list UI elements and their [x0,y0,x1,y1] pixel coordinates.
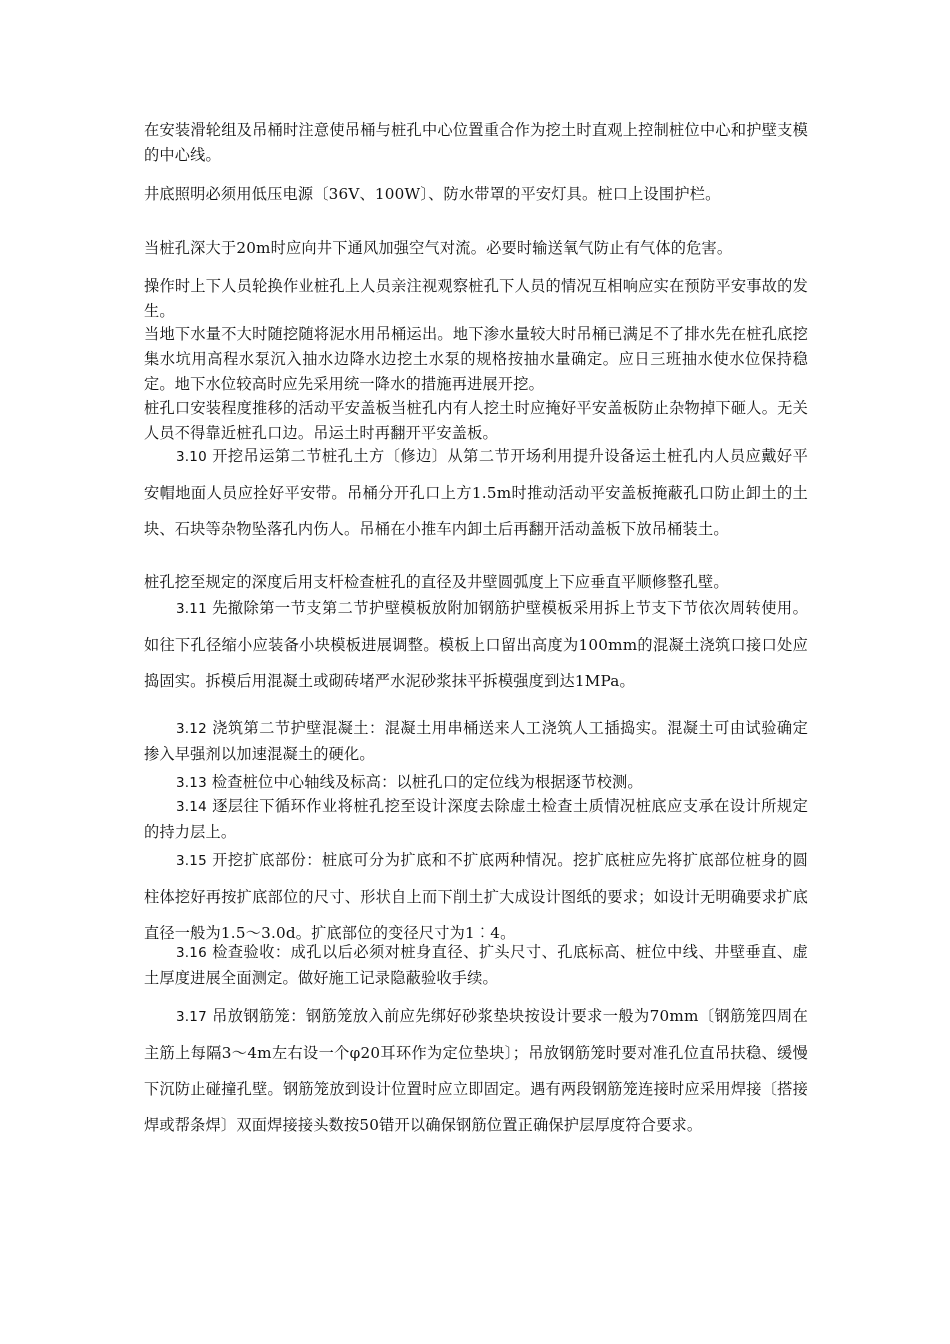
paragraph-6: 桩孔口安装程度推移的活动平安盖板当桩孔内有人挖土时应掩好平安盖板防止杂物掉下砸人。无关人员不得靠近桩孔口边。吊运土时再翻开平安盖板。 [144,399,808,442]
paragraph-3-16: 3.16 检查验收：成孔以后必须对桩身直径、扩头尺寸、孔底标高、桩位中线、井壁垂直、虚土厚度进展全面测定。做好施工记录隐蔽验收手续。 [144,943,808,987]
paragraph-7: 桩孔挖至规定的深度后用支杆检查桩孔的直径及井壁圆弧度上下应垂直平顺修整孔壁。 [144,573,729,591]
section-number: 3.17 [176,1009,207,1025]
section-number: 3.16 [176,945,207,961]
section-number: 3.12 [176,721,207,737]
paragraph-3-15: 3.15 开挖扩底部份：桩底可分为扩底和不扩底两种情况。挖扩底桩应先将扩底部位桩身的圆柱体挖好再按扩底部位的尺寸、形状自上而下削土扩大成设计图纸的要求；如设计无明确要求扩底直径一般为1.5～3.0d。扩底部位的变径尺寸为1︰4。 [144,851,808,942]
paragraph-1: 在安装滑轮组及吊桶时注意使吊桶与桩孔中心位置重合作为挖土时直观上控制桩位中心和护壁支模的中心线。 [144,121,808,164]
section-number: 3.10 [176,449,207,465]
paragraph-3-11: 3.11 先撤除第一节支第二节护壁模板放附加钢筋护壁模板采用拆上节支下节依次周转使用。如往下孔径缩小应装备小块模板进展调整。模板上口留出高度为100mm的混凝土浇筑口接口处应捣固实。拆模后用混凝土或砌砖堵严水泥砂浆抹平拆模强度到达1MPa。 [144,599,808,690]
paragraph-3-10: 3.10 开挖吊运第二节桩孔土方〔修边〕从第二节开场利用提升设备运土桩孔内人员应戴好平安帽地面人员应拴好平安带。吊桶分开孔口上方1.5m时推动活动平安盖板掩蔽孔口防止卸土的土块、石块等杂物坠落孔内伤人。吊桶在小推车内卸土后再翻开活动盖板下放吊桶装土。 [144,447,808,538]
paragraph-3-17: 3.17 吊放钢筋笼：钢筋笼放入前应先绑好砂浆垫块按设计要求一般为70mm〔钢筋笼四周在主筋上每隔3～4m左右设一个φ20耳环作为定位垫块〕；吊放钢筋笼时要对准孔位直吊扶稳、缓慢下沉防止碰撞孔壁。钢筋笼放到设计位置时应立即固定。遇有两段钢筋笼连接时应采用焊接〔搭接焊或帮条焊〕双面焊接接头数按50错开以确保钢筋位置正确保护层厚度符合要求。 [144,1007,809,1134]
paragraph-4: 操作时上下人员轮换作业桩孔上人员亲注视观察桩孔下人员的情况互相响应实在预防平安事故的发生。 [144,277,808,320]
paragraph-3-13: 3.13 检查桩位中心轴线及标高：以桩孔口的定位线为根据逐节校测。 [176,773,643,791]
paragraph-2: 井底照明必须用低压电源〔36V、100W〕、防水带罩的平安灯具。桩口上设围护栏。 [144,185,721,203]
paragraph-5: 当地下水量不大时随挖随将泥水用吊桶运出。地下渗水量较大时吊桶已满足不了排水先在桩孔底挖集水坑用高程水泵沉入抽水边降水边挖土水泵的规格按抽水量确定。应日三班抽水使水位保持稳定。地下水位较高时应先采用统一降水的措施再进展开挖。 [144,325,808,393]
section-number: 3.14 [176,799,207,815]
section-number: 3.11 [176,601,207,617]
section-number: 3.15 [176,853,207,869]
paragraph-3: 当桩孔深大于20m时应向井下通风加强空气对流。必要时输送氧气防止有气体的危害。 [144,239,733,257]
paragraph-3-14: 3.14 逐层往下循环作业将桩孔挖至设计深度去除虚土检查土质情况桩底应支承在设计所规定的持力层上。 [144,797,808,841]
paragraph-3-12: 3.12 浇筑第二节护壁混凝土：混凝土用串桶送来人工浇筑人工插捣实。混凝土可由试验确定掺入早强剂以加速混凝土的硬化。 [144,719,808,763]
section-number: 3.13 [176,775,207,791]
